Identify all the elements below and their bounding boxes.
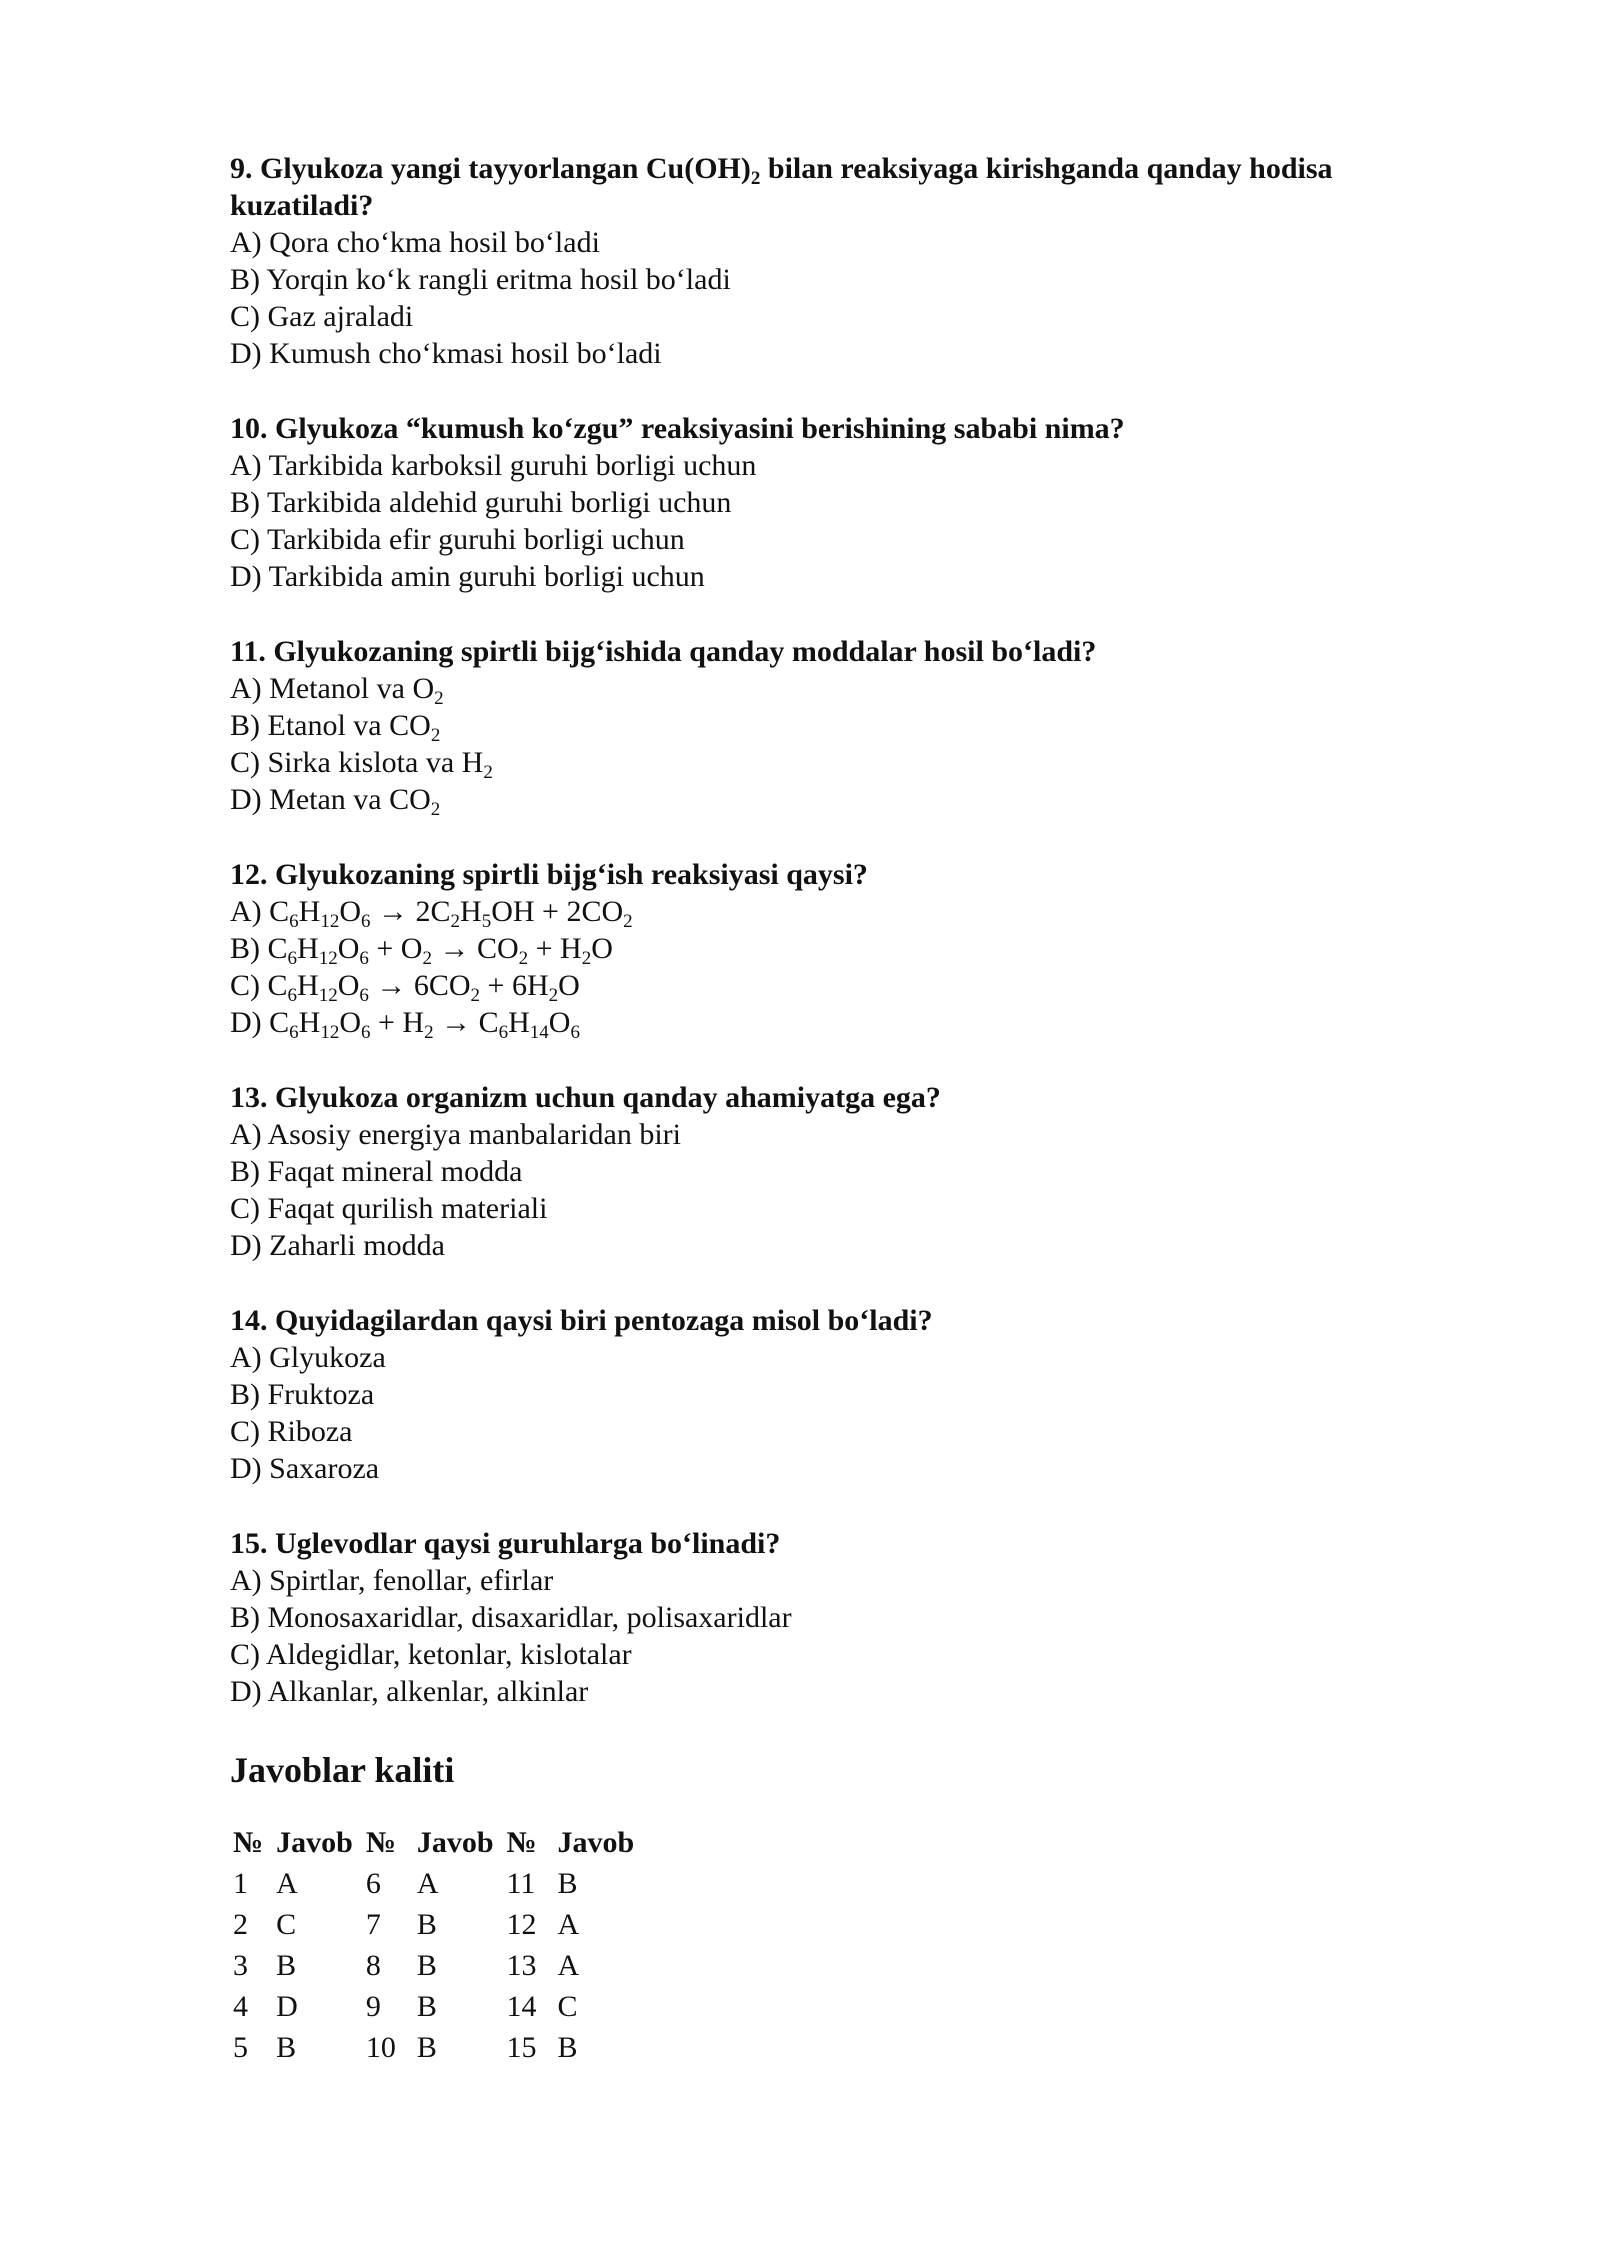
question-title — [230, 150, 1430, 224]
text-run: C) Gaz ajraladi — [230, 300, 414, 333]
text-run: 12. Glyukozaning spirtli bijg‘ish reaksiyasi qaysi? — [230, 858, 868, 891]
text-run: 14. Quyidagilardan qaysi biri pentozaga misol bo‘ladi? — [230, 1304, 933, 1337]
question-number-cell: 9 — [365, 1990, 381, 2023]
table-row — [230, 1863, 644, 1904]
answer-option — [230, 707, 1440, 744]
answer-option — [230, 1153, 1440, 1190]
question-block — [230, 410, 1440, 595]
question-number-cell: 12 — [506, 1908, 537, 1941]
answer-key-header-cell: Javob — [557, 1826, 635, 1859]
question-number-cell: 3 — [233, 1949, 248, 1982]
answer-key-header-cell: № — [506, 1826, 537, 1859]
subscript: 6 — [361, 911, 371, 932]
answer-key-section — [230, 1748, 1440, 2068]
text-run: B) C — [230, 932, 288, 965]
text-run: D) Saxaroza — [230, 1452, 380, 1485]
text-run: C) C — [230, 969, 288, 1002]
text-run: 10. Glyukoza “kumush ko‘zgu” reaksiyasini berishining sababi nima? — [230, 412, 1125, 445]
answer-letter-cell: A — [557, 1908, 580, 1941]
table-row — [230, 1986, 644, 2027]
answer-option — [230, 1227, 1440, 1264]
answer-option — [230, 1116, 1440, 1153]
answer-key-body — [230, 1863, 644, 2068]
table-row — [230, 1904, 644, 1945]
text-run: → C — [433, 1006, 499, 1039]
answer-option — [230, 261, 1440, 298]
subscript: 2 — [422, 948, 432, 969]
subscript: 2 — [424, 1022, 434, 1043]
text-run: A) Tarkibida karboksil guruhi borligi uchun — [230, 449, 757, 482]
question-title — [230, 1302, 1430, 1339]
question-title — [230, 410, 1430, 447]
answer-option — [230, 1673, 1440, 1710]
text-run: 15. Uglevodlar qaysi guruhlarga bo‘linadi? — [230, 1527, 781, 1560]
answer-letter-cell: B — [276, 2031, 297, 2064]
answer-letter-cell: B — [416, 2031, 437, 2064]
table-row — [230, 1945, 644, 1986]
text-run: C) Faqat qurilish materiali — [230, 1192, 548, 1225]
subscript: 6 — [287, 985, 298, 1006]
text-run: C) Riboza — [230, 1415, 353, 1448]
question-number-cell: 5 — [233, 2031, 248, 2064]
text-run: D) Kumush cho‘kmasi hosil bo‘ladi — [230, 337, 662, 370]
text-run: C) Sirka kislota va H — [230, 746, 484, 779]
answer-option — [230, 1599, 1440, 1636]
answer-letter-cell: B — [276, 1949, 297, 1982]
question-number-cell: 11 — [506, 1867, 536, 1900]
question-number-cell: 10 — [365, 2031, 396, 2064]
answer-option — [230, 893, 1440, 930]
answer-option — [230, 1376, 1440, 1413]
answer-key-header-row — [230, 1822, 644, 1863]
answer-option — [230, 1636, 1440, 1673]
question-number-cell: 6 — [365, 1867, 381, 1900]
text-run: 9. Glyukoza yangi tayyorlangan Cu(OH) — [230, 152, 751, 185]
text-run: B) Etanol va CO — [230, 709, 431, 742]
subscript: 2 — [430, 725, 441, 746]
answer-option — [230, 930, 1440, 967]
subscript: 2 — [750, 168, 761, 189]
subscript: 6 — [289, 1022, 299, 1043]
text-run: H — [508, 1006, 530, 1039]
answer-option — [230, 781, 1440, 818]
text-run: B) Faqat mineral modda — [230, 1155, 523, 1188]
question-number-cell: 8 — [365, 1949, 381, 1982]
subscript: 12 — [320, 911, 340, 932]
subscript: 6 — [287, 948, 298, 969]
text-run: C) Tarkibida efir guruhi borligi uchun — [230, 523, 685, 556]
text-run: O — [337, 969, 360, 1002]
subscript: 12 — [320, 1022, 340, 1043]
answer-option — [230, 1190, 1440, 1227]
question-number-cell: 4 — [233, 1990, 248, 2023]
text-run: bilan reaksiyaga kirishganda qanday hodisa kuzatiladi? — [230, 152, 1333, 222]
text-run: D) C — [230, 1006, 290, 1039]
text-run: O — [591, 932, 613, 965]
subscript: 2 — [548, 985, 559, 1006]
subscript: 14 — [529, 1022, 549, 1043]
table-row — [230, 2027, 644, 2068]
subscript: 2 — [623, 911, 633, 932]
subscript: 2 — [470, 985, 481, 1006]
answer-option — [230, 558, 1440, 595]
text-run: + 6H — [480, 969, 549, 1002]
answer-option — [230, 1339, 1440, 1376]
text-run: B) Fruktoza — [230, 1378, 375, 1411]
answer-key-header-cell: № — [365, 1826, 396, 1859]
answer-letter-cell: A — [557, 1949, 580, 1982]
subscript: 6 — [289, 911, 299, 932]
text-run: O — [548, 1006, 571, 1039]
text-run: B) Monosaxaridlar, disaxaridlar, polisaxaridlar — [230, 1601, 792, 1634]
text-run: A) C — [230, 895, 290, 928]
subscript: 6 — [359, 948, 369, 969]
subscript: 2 — [483, 762, 493, 783]
question-block — [230, 1302, 1440, 1487]
question-title — [230, 633, 1430, 670]
text-run: → CO — [431, 932, 519, 965]
text-run: H — [297, 969, 319, 1002]
text-run: D) Zaharli modda — [230, 1229, 445, 1262]
text-run: O — [558, 969, 580, 1002]
answer-letter-cell: B — [557, 2031, 578, 2064]
answer-key-header-cell: Javob — [276, 1826, 353, 1859]
answer-option — [230, 335, 1440, 372]
question-block — [230, 1079, 1440, 1264]
subscript: 6 — [361, 1022, 371, 1043]
question-block — [230, 1525, 1440, 1710]
subscript: 6 — [359, 985, 369, 1006]
answer-option — [230, 484, 1440, 521]
subscript: 12 — [318, 948, 338, 969]
subscript: 2 — [581, 948, 592, 969]
question-block — [230, 633, 1440, 818]
text-run: B) Yorqin ko‘k rangli eritma hosil bo‘ladi — [230, 263, 731, 296]
question-number-cell: 14 — [506, 1990, 537, 2023]
answer-letter-cell: B — [416, 1949, 437, 1982]
text-run: C) Aldegidlar, ketonlar, kislotalar — [230, 1638, 632, 1671]
subscript: 2 — [434, 688, 444, 709]
answer-option — [230, 1413, 1440, 1450]
text-run: H — [460, 895, 482, 928]
answer-key-header-cell: № — [233, 1826, 264, 1859]
question-block — [230, 856, 1440, 1041]
question-block — [230, 150, 1440, 372]
question-title — [230, 1079, 1430, 1116]
text-run: H — [298, 895, 321, 928]
text-run: → 6CO — [368, 969, 471, 1002]
answer-option — [230, 967, 1440, 1004]
text-run: H — [297, 932, 319, 965]
subscript: 6 — [498, 1022, 509, 1043]
text-run: A) Metanol va O — [230, 672, 435, 705]
answer-letter-cell: B — [416, 1908, 437, 1941]
subscript: 2 — [518, 948, 529, 969]
answer-option — [230, 224, 1440, 261]
text-run: + H — [370, 1006, 425, 1039]
text-run: B) Tarkibida aldehid guruhi borligi uchun — [230, 486, 732, 519]
subscript: 5 — [481, 911, 492, 932]
subscript: 2 — [450, 911, 461, 932]
answer-option — [230, 670, 1440, 707]
text-run: A) Asosiy energiya manbalaridan biri — [230, 1118, 681, 1151]
text-run: 11. Glyukozaning spirtli bijg‘ishida qanday moddalar hosil bo‘ladi? — [230, 635, 1097, 668]
answer-letter-cell: A — [416, 1867, 439, 1900]
question-number-cell: 13 — [506, 1949, 537, 1982]
question-title — [230, 856, 1430, 893]
question-number-cell: 1 — [233, 1867, 248, 1900]
answer-key-table — [230, 1822, 644, 2068]
answer-option — [230, 1562, 1440, 1599]
answer-option — [230, 1450, 1440, 1487]
question-number-cell: 2 — [233, 1908, 248, 1941]
question-title — [230, 1525, 1430, 1562]
text-run: OH + 2CO — [491, 895, 624, 928]
answer-option — [230, 447, 1440, 484]
text-run: O — [339, 1006, 362, 1039]
answer-letter-cell: A — [276, 1867, 298, 1900]
subscript: 2 — [430, 799, 441, 820]
text-run: H — [298, 1006, 321, 1039]
text-run: D) Metan va CO — [230, 783, 431, 816]
text-run: + O — [368, 932, 423, 965]
answer-option — [230, 298, 1440, 335]
text-run: → 2C — [370, 895, 451, 928]
answer-option — [230, 521, 1440, 558]
question-number-cell: 15 — [506, 2031, 537, 2064]
text-run: + H — [528, 932, 582, 965]
text-run: A) Glyukoza — [230, 1341, 386, 1374]
subscript: 12 — [318, 985, 338, 1006]
text-run: O — [339, 895, 362, 928]
answer-letter-cell: B — [416, 1990, 437, 2023]
text-run: 13. Glyukoza organizm uchun qanday ahamiyatga ega? — [230, 1081, 941, 1114]
text-run: D) Tarkibida amin guruhi borligi uchun — [230, 560, 705, 593]
subscript: 6 — [570, 1022, 580, 1043]
text-run: A) Qora cho‘kma hosil bo‘ladi — [230, 226, 600, 259]
answer-letter-cell: C — [557, 1990, 578, 2023]
answer-option — [230, 744, 1440, 781]
question-number-cell: 7 — [365, 1908, 381, 1941]
answer-key-header-cell: Javob — [416, 1826, 494, 1859]
answer-letter-cell: D — [276, 1990, 298, 2023]
answer-option — [230, 1004, 1440, 1041]
answer-letter-cell: B — [557, 1867, 578, 1900]
text-run: O — [337, 932, 360, 965]
text-run: A) Spirtlar, fenollar, efirlar — [230, 1564, 554, 1597]
question-list — [230, 150, 1440, 1710]
text-run: D) Alkanlar, alkenlar, alkinlar — [230, 1675, 589, 1708]
answer-letter-cell: C — [276, 1908, 297, 1941]
answer-key-title: Javoblar kaliti — [230, 1750, 455, 1790]
